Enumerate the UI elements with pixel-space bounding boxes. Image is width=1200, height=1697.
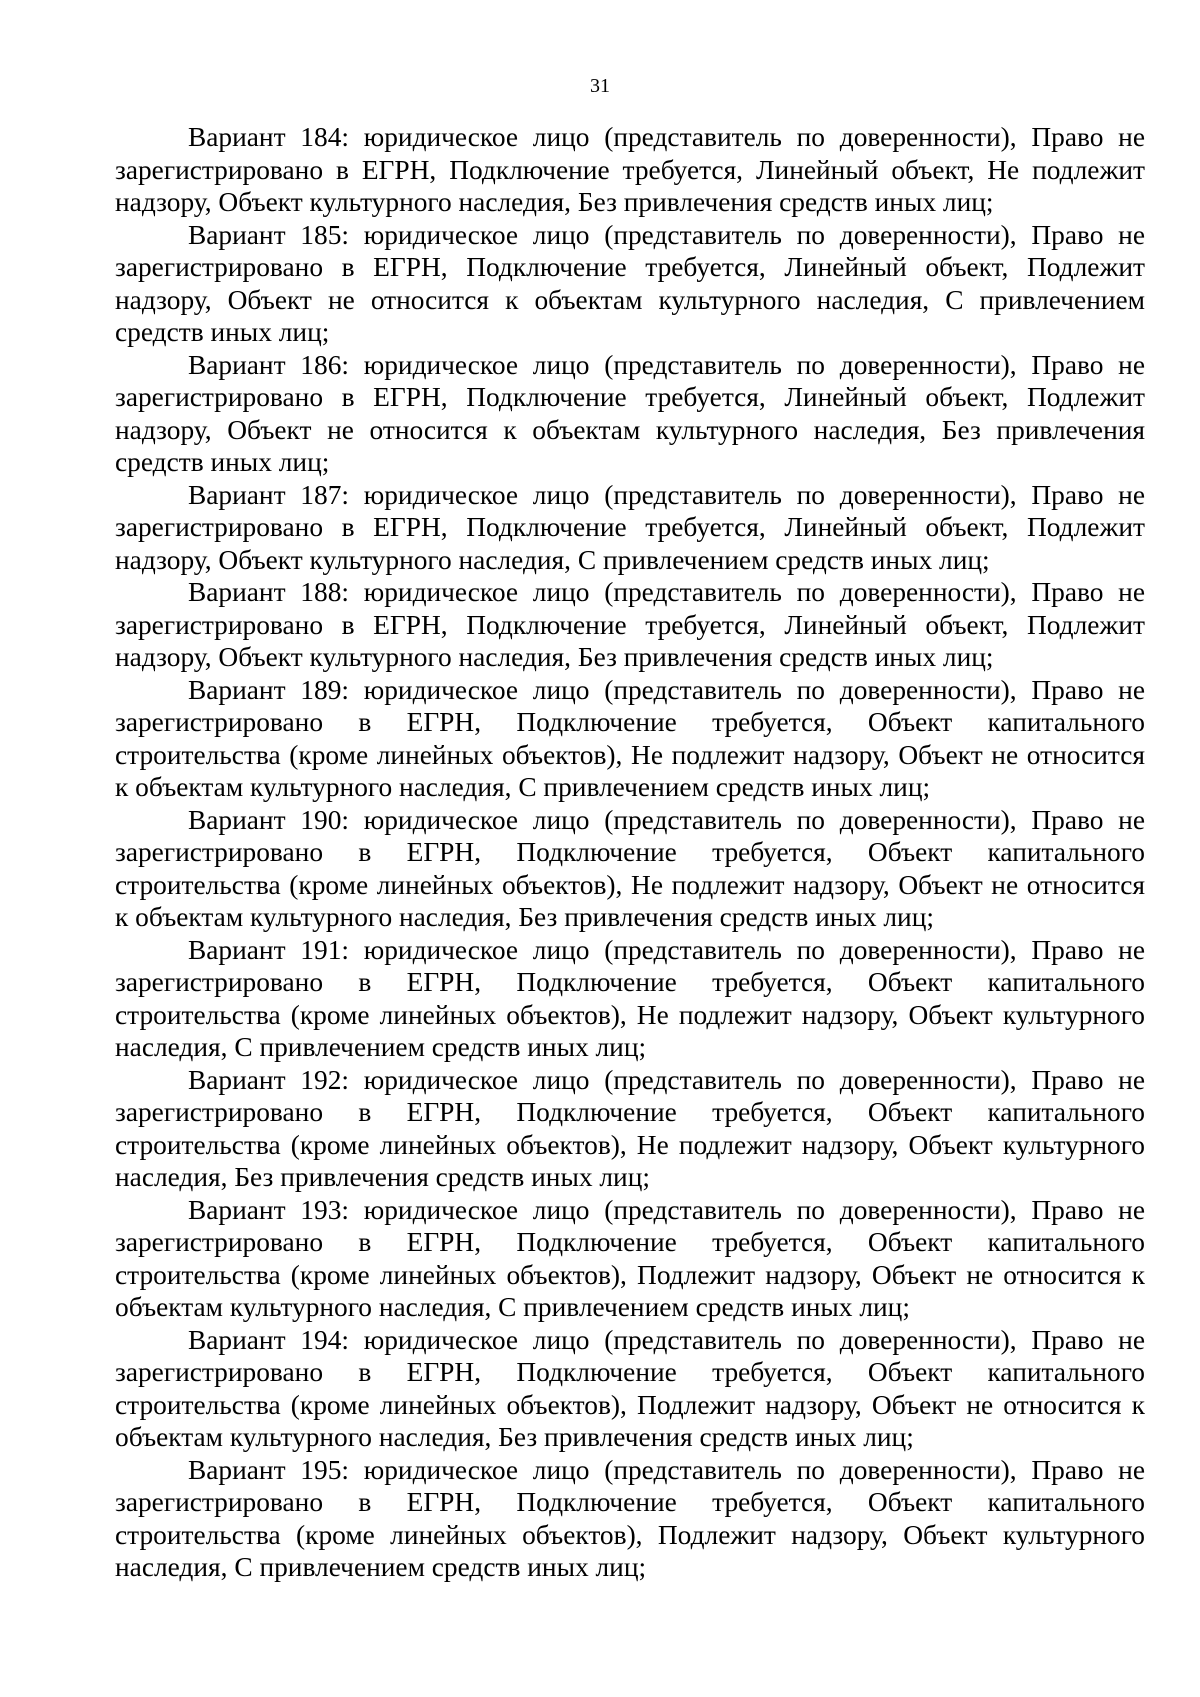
variant-paragraph: Вариант 192: юридическое лицо (представитель по доверенности), Право не зарегистрировано в ЕГРН, Подключение требуется, Объект капитального строительства (кроме линейных объектов), Не подлежит надзору, Объект культурного наследия, Без привлечения средств иных лиц;	[115, 1064, 1145, 1192]
variant-paragraph: Вариант 193: юридическое лицо (представитель по доверенности), Право не зарегистрировано в ЕГРН, Подключение требуется, Объект капитального строительства (кроме линейных объектов), Подлежит надзору, Объект не относится к объектам культурного наследия, С привлечением средств иных лиц;	[115, 1194, 1145, 1322]
variant-paragraph: Вариант 195: юридическое лицо (представитель по доверенности), Право не зарегистрировано в ЕГРН, Подключение требуется, Объект капитального строительства (кроме линейных объектов), Подлежит надзору, Объект культурного наследия, С привлечением средств иных лиц;	[115, 1454, 1145, 1582]
variant-paragraph: Вариант 184: юридическое лицо (представитель по доверенности), Право не зарегистрировано в ЕГРН, Подключение требуется, Линейный объект, Не подлежит надзору, Объект культурного наследия, Без привлечения средств иных лиц;	[115, 122, 1145, 217]
variant-paragraph: Вариант 194: юридическое лицо (представитель по доверенности), Право не зарегистрировано в ЕГРН, Подключение требуется, Объект капитального строительства (кроме линейных объектов), Подлежит надзору, Объект не относится к объектам культурного наследия, Без привлечения средств иных лиц;	[115, 1324, 1145, 1452]
variant-paragraph: Вариант 185: юридическое лицо (представитель по доверенности), Право не зарегистрировано в ЕГРН, Подключение требуется, Линейный объект, Подлежит надзору, Объект не относится к объектам культурного наследия, С привлечением средств иных лиц;	[115, 219, 1145, 347]
document-body	[115, 121, 1145, 1584]
variant-paragraph: Вариант 191: юридическое лицо (представитель по доверенности), Право не зарегистрировано в ЕГРН, Подключение требуется, Объект капитального строительства (кроме линейных объектов), Не подлежит надзору, Объект культурного наследия, С привлечением средств иных лиц;	[115, 934, 1145, 1062]
page-number: 31	[590, 75, 610, 97]
variant-paragraph: Вариант 190: юридическое лицо (представитель по доверенности), Право не зарегистрировано в ЕГРН, Подключение требуется, Объект капитального строительства (кроме линейных объектов), Не подлежит надзору, Объект не относится к объектам культурного наследия, Без привлечения средств иных лиц;	[115, 804, 1145, 932]
variant-paragraph: Вариант 189: юридическое лицо (представитель по доверенности), Право не зарегистрировано в ЕГРН, Подключение требуется, Объект капитального строительства (кроме линейных объектов), Не подлежит надзору, Объект не относится к объектам культурного наследия, С привлечением средств иных лиц;	[115, 674, 1145, 802]
variant-paragraph: Вариант 187: юридическое лицо (представитель по доверенности), Право не зарегистрировано в ЕГРН, Подключение требуется, Линейный объект, Подлежит надзору, Объект культурного наследия, С привлечением средств иных лиц;	[115, 479, 1145, 575]
variant-paragraph: Вариант 188: юридическое лицо (представитель по доверенности), Право не зарегистрировано в ЕГРН, Подключение требуется, Линейный объект, Подлежит надзору, Объект культурного наследия, Без привлечения средств иных лиц;	[115, 577, 1145, 672]
variant-paragraph: Вариант 186: юридическое лицо (представитель по доверенности), Право не зарегистрировано в ЕГРН, Подключение требуется, Линейный объект, Подлежит надзору, Объект не относится к объектам культурного наследия, Без привлечения средств иных лиц;	[115, 349, 1145, 477]
